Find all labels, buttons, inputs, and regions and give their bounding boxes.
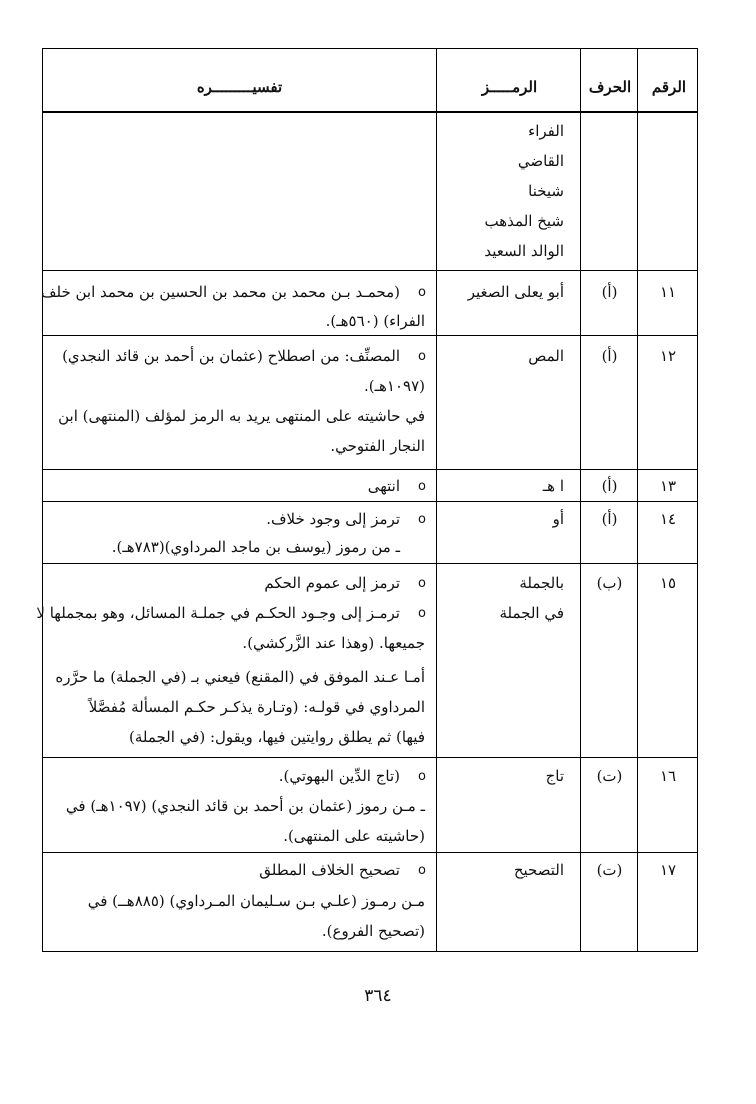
explanation-line: (حاشيته على المنتهى). xyxy=(283,827,425,845)
explanation-line: (١٠٩٧هـ). xyxy=(363,377,425,395)
row-letter: (ب) xyxy=(596,574,623,592)
bullet-icon: o xyxy=(418,512,426,527)
row-divider xyxy=(43,563,697,564)
symbol-line: شيخنا xyxy=(528,182,564,200)
explanation-line: (تصحيح الفروع). xyxy=(321,922,425,940)
symbols-table xyxy=(36,48,698,952)
symbol-line: شيخ المذهب xyxy=(484,212,564,230)
column-divider xyxy=(580,49,581,951)
row-symbol: بالجملة xyxy=(519,574,564,592)
explanation-line: المصنِّف: من اصطلاح (عثمان بن أحمد بن قائد النجدي) xyxy=(62,347,400,365)
row-letter: (ت) xyxy=(596,861,623,879)
row-letter: (أ) xyxy=(601,283,618,301)
row-divider xyxy=(43,469,697,470)
explanation-line: ترمز إلى وجود خلاف. xyxy=(266,510,400,528)
explanation-line: النجار الفتوحي. xyxy=(330,437,425,455)
row-number: ١٦ xyxy=(659,767,677,785)
explanation-line: المرداوي في قولـه: (وتـارة يذكـر حكـم المسألة مُفصَّلاً xyxy=(88,698,425,716)
row-number: ١٢ xyxy=(659,347,677,365)
symbol-line: القاضي xyxy=(517,152,564,170)
explanation-line: ـ مـن رموز (عثمان بن أحمد بن قائد النجدي) (١٠٩٧هـ) في xyxy=(65,797,425,815)
symbol-line: الوالد السعيد xyxy=(484,242,564,260)
row-symbol: المص xyxy=(528,347,564,365)
explanation-line: في حاشيته على المنتهى يريد به الرمز لمؤلف (المنتهى) ابن xyxy=(58,407,425,425)
row-divider xyxy=(43,270,697,271)
row-symbol: تاج xyxy=(545,767,564,785)
row-symbol: ا هـ xyxy=(542,477,564,495)
bullet-icon: o xyxy=(418,606,426,621)
explanation-line: فيها) ثم يطلق روايتين فيها، ويقول: (في الجملة) xyxy=(128,728,425,746)
row-number: ١٧ xyxy=(659,861,677,879)
bullet-icon: o xyxy=(418,863,426,878)
symbol-line: الفراء xyxy=(528,122,564,140)
explanation-line: جميعها. (وهذا عند الزَّركشي). xyxy=(242,634,425,652)
header-symbol: الرمـــــز xyxy=(481,78,538,96)
row-number: ١٥ xyxy=(659,574,677,592)
column-divider xyxy=(436,49,437,951)
column-divider xyxy=(637,49,638,951)
header-number: الرقم xyxy=(651,78,687,96)
bullet-icon: o xyxy=(418,769,426,784)
row-letter: (أ) xyxy=(601,510,618,528)
header-divider xyxy=(43,111,697,113)
explanation-line: أمـا عـند الموفق في (المقنع) فيعني بـ (في الجملة) ما حرَّره xyxy=(55,668,425,686)
row-symbol: أو xyxy=(552,510,564,528)
row-letter: (أ) xyxy=(601,347,618,365)
row-divider xyxy=(43,757,697,758)
row-symbol: أبو يعلى الصغير xyxy=(467,283,564,301)
explanation-line: ترمـز إلى وجـود الحكـم في جملـة المسائل، وهو بمجملها لا xyxy=(36,604,400,622)
row-divider xyxy=(43,852,697,853)
explanation-line: ترمز إلى عموم الحكم xyxy=(264,574,400,592)
header-explanation: تفسيـــــــــره xyxy=(196,78,283,96)
row-number: ١٤ xyxy=(659,510,677,528)
row-number: ١١ xyxy=(659,283,677,301)
explanation-line: (تاج الدِّين البهوتي). xyxy=(278,767,400,785)
row-letter: (أ) xyxy=(601,477,618,495)
row-symbol: في الجملة xyxy=(499,604,564,622)
explanation-line: تصحيح الخلاف المطلق xyxy=(259,861,400,879)
explanation-line: (محمـد بـن محمد بن محمد بن الحسين بن محمد ابن خلف xyxy=(40,283,400,301)
header-letter: الحرف xyxy=(588,78,632,96)
explanation-line: ـ من رموز (يوسف بن ماجد المرداوي)(٧٨٣هـ). xyxy=(111,538,400,556)
row-divider xyxy=(43,501,697,502)
bullet-icon: o xyxy=(418,285,426,300)
page-number: ٣٦٤ xyxy=(364,986,392,1006)
bullet-icon: o xyxy=(418,479,426,494)
row-letter: (ت) xyxy=(596,767,623,785)
row-number: ١٣ xyxy=(659,477,677,495)
bullet-icon: o xyxy=(418,349,426,364)
explanation-line: انتهى xyxy=(367,477,400,495)
bullet-icon: o xyxy=(418,576,426,591)
explanation-line: مـن رمـوز (علـي بـن سـليمان المـرداوي) (٨٨٥هــ) في xyxy=(87,892,425,910)
row-symbol: التصحيح xyxy=(513,861,564,879)
explanation-line: الفراء) (٥٦٠هـ). xyxy=(325,312,425,330)
